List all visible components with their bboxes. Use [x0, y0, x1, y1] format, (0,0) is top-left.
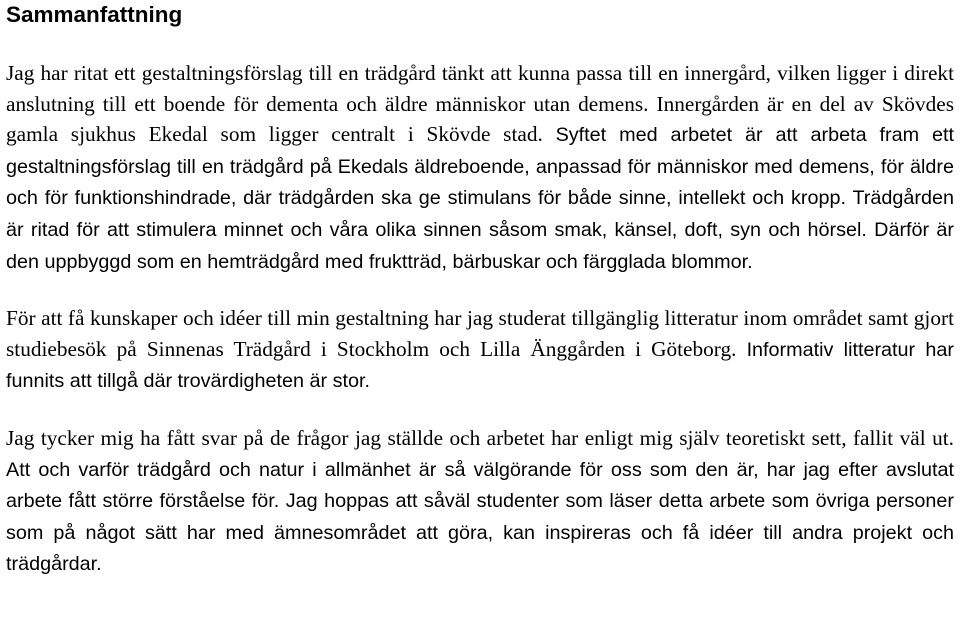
summary-paragraph-1: [6, 58, 954, 277]
paragraph-1-segment-sans: Syftet med arbetet är att arbeta fram ett gestaltningsförslag till en trädgård på Ekedals äldreboende, anpassad för människor med demens, för äldre och för funktionshindrade, där trädgården ska ge stimulans för både sinne, intellekt och kropp. Trädgården är ritad för att stimulera minnet och våra olika sinnen såsom smak, känsel, doft, syn och hörsel. Därför är den uppbyggd som en hemträdgård med fruktträd, bärbuskar och färgglada blommor.: [6, 124, 954, 273]
paragraph-1-segment-serif: Jag har ritat ett gestaltningsförslag till en trädgård tänkt att kunna passa till en innergård, vilken ligger i direkt anslutning till ett boende för dementa och äldre människor utan demens. Innergården är en del av Skövdes gamla sjukhus Ekedal som ligger centralt i Skövde stad.: [6, 61, 954, 147]
document-page: [6, 0, 954, 580]
summary-paragraph-2: [6, 303, 954, 397]
paragraph-3-segment-serif: Jag tycker mig ha fått svar på de frågor jag ställde och arbetet har enligt mig själv teoretiskt sett, fallit väl ut.: [6, 425, 954, 450]
summary-paragraph-3: [6, 423, 954, 580]
paragraph-2-segment-sans: Informativ litteratur har funnits att tillgå där trovärdigheten är stor.: [6, 338, 954, 393]
document-heading: Sammanfattning: [6, 2, 183, 27]
paragraph-3-segment-sans: Att och varför trädgård och natur i allmänhet är så välgörande för oss som den är, har jag efter avslutat arbete fått större förståelse för. Jag hoppas att såväl studenter som läser detta arbete som övriga personer som på något sätt har med ämnesområdet att göra, kan inspireras och få idéer till andra projekt och trädgårdar.: [6, 458, 954, 576]
paragraph-2-segment-serif: För att få kunskaper och idéer till min gestaltning har jag studerat tillgänglig litteratur inom området samt gjort studiebesök på Sinnenas Trädgård i Stockholm och Lilla Änggården i Göteborg.: [6, 306, 954, 361]
